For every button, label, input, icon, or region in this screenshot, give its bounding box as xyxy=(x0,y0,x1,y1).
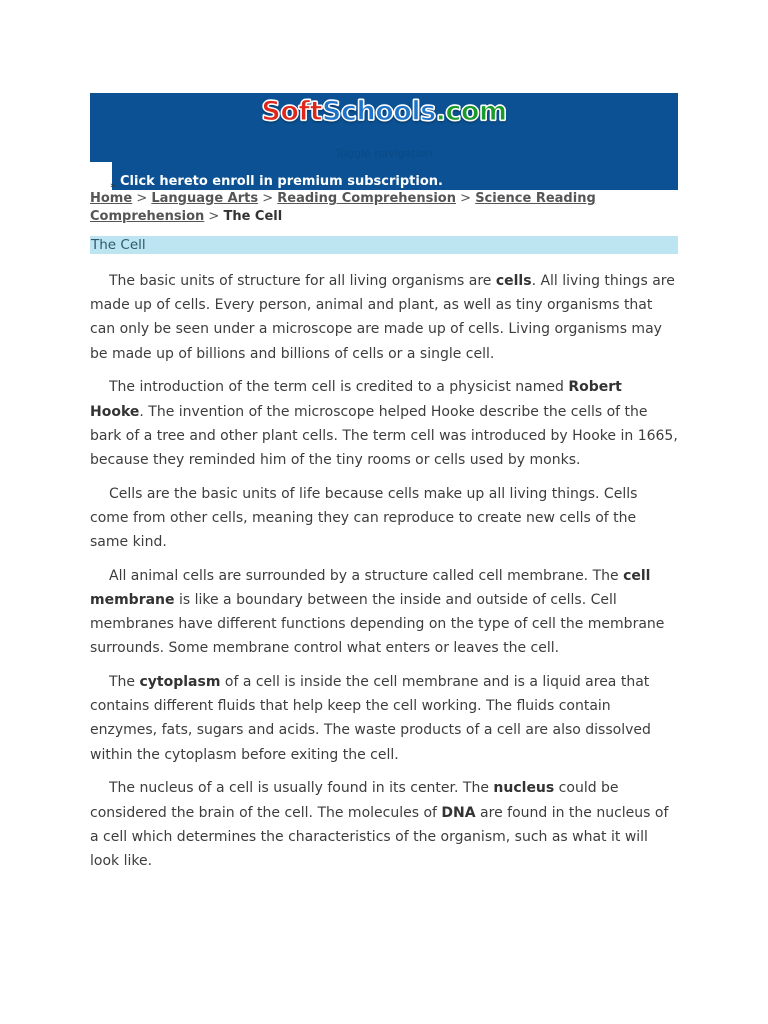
article-content xyxy=(90,269,678,883)
paragraph-text: All animal cells are surrounded by a structure called cell membrane. The xyxy=(109,567,624,584)
paragraph-1 xyxy=(90,269,678,366)
toggle-navigation-button[interactable]: Toggle navigation xyxy=(335,147,433,160)
paragraph-text: The nucleus of a cell is usually found in its center. The xyxy=(109,780,494,797)
paragraph-text: . The invention of the microscope helped Hooke describe the cells of the bark of a tree and other plant cells. The term cell was introduced by Hooke in 1665, because they reminded him of the tiny rooms or cells used by monks. xyxy=(90,403,678,468)
bold-term: cell membrane xyxy=(90,567,651,608)
page-title: The Cell xyxy=(91,237,146,253)
paragraph-text: The basic units of structure for all living organisms are xyxy=(109,273,496,289)
logo-soft: Soft xyxy=(261,96,323,127)
paragraph-text: The xyxy=(109,674,140,691)
breadcrumb-separator: > xyxy=(208,208,220,224)
premium-subscription-link[interactable]: Click hereto enroll in premium subscription. xyxy=(120,174,443,189)
header-cutout xyxy=(90,162,112,190)
page-title-bar xyxy=(90,236,678,254)
bold-term: cells xyxy=(495,273,532,289)
paragraph-2 xyxy=(90,375,678,472)
paragraph-text: are found in the nucleus of a cell which determines the characteristics of the organism, such as what it will look like. xyxy=(90,804,669,869)
site-logo[interactable] xyxy=(90,95,678,129)
paragraph-text: . All living things are made up of cells. Every person, animal and plant, as well as tiny organisms that can only be seen under a microscope are made up of cells. Living organisms may be made up of billions and billions of cells or a single cell. xyxy=(90,273,675,362)
paragraph-text: of a cell is inside the cell membrane and is a liquid area that contains different fluids that help keep the cell working. The fluids contain enzymes, fats, sugars and acids. The waste products of a cell are also dissolved within the cytoplasm before exiting the cell. xyxy=(90,674,651,763)
logo-com: .com xyxy=(435,96,507,127)
paragraph-4 xyxy=(90,564,678,661)
paragraph-text: could be considered the brain of the cell. The molecules of xyxy=(90,780,619,821)
breadcrumb xyxy=(90,190,650,225)
breadcrumb-separator: > xyxy=(262,191,274,206)
breadcrumb-separator: > xyxy=(460,191,472,206)
breadcrumb-language-arts-link[interactable]: Language Arts xyxy=(151,191,259,206)
bold-term: cytoplasm xyxy=(139,674,221,691)
breadcrumb-separator: > xyxy=(136,191,148,206)
breadcrumb-current: The Cell xyxy=(223,208,283,224)
breadcrumb-science-reading-link[interactable]: Science Reading Comprehension xyxy=(90,191,596,224)
bold-term: DNA xyxy=(441,804,476,821)
bold-term: Robert Hooke xyxy=(90,379,622,420)
paragraph-3 xyxy=(90,482,678,555)
paragraph-text: The introduction of the term cell is credited to a physicist named xyxy=(109,379,569,396)
site-header xyxy=(90,93,678,190)
paragraph-5 xyxy=(90,670,678,767)
breadcrumb-home-link[interactable]: Home xyxy=(90,191,133,206)
breadcrumb-reading-comprehension-link[interactable]: Reading Comprehension xyxy=(277,191,456,206)
paragraph-6 xyxy=(90,776,678,873)
paragraph-text: is like a boundary between the inside and outside of cells. Cell membranes have different functions depending on the type of cell the membrane surrounds. Some membrane control what enters or leaves the cell. xyxy=(90,591,665,657)
bold-term: nucleus xyxy=(493,780,555,797)
paragraph-text: Cells are the basic units of life because cells make up all living things. Cells come from other cells, meaning they can reproduce to create new cells of the same kind. xyxy=(90,485,638,551)
logo-schools: Schools xyxy=(322,96,436,127)
promo-bullet-icon: » xyxy=(110,181,116,191)
